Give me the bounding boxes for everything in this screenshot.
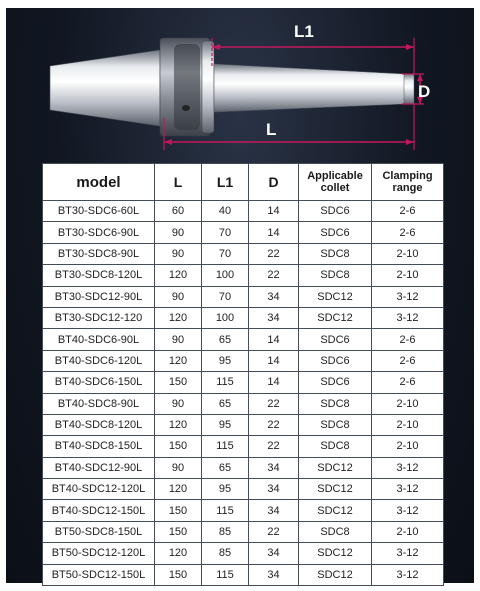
cell-collet: SDC8 bbox=[299, 393, 372, 414]
cell-collet: SDC6 bbox=[299, 350, 372, 371]
cell-l: 120 bbox=[155, 414, 202, 435]
cell-l: 150 bbox=[155, 372, 202, 393]
cell-model: BT30-SDC8-120L bbox=[43, 265, 155, 286]
cell-model: BT30-SDC12-90L bbox=[43, 286, 155, 307]
cell-clamping-range: 2-6 bbox=[372, 372, 444, 393]
cell-collet: SDC12 bbox=[299, 286, 372, 307]
table-row bbox=[43, 436, 444, 457]
cell-l: 90 bbox=[155, 457, 202, 478]
cell-model: BT40-SDC12-90L bbox=[43, 457, 155, 478]
cell-l: 90 bbox=[155, 393, 202, 414]
table-row bbox=[43, 201, 444, 222]
cell-clamping-range: 2-6 bbox=[372, 350, 444, 371]
cell-d: 34 bbox=[249, 457, 299, 478]
cell-d: 34 bbox=[249, 307, 299, 328]
cell-model: BT40-SDC6-120L bbox=[43, 350, 155, 371]
cell-l: 90 bbox=[155, 222, 202, 243]
table-row bbox=[43, 265, 444, 286]
cell-d: 34 bbox=[249, 564, 299, 585]
tool-holder-drawing bbox=[6, 8, 474, 160]
cell-l1: 115 bbox=[202, 564, 249, 585]
cell-clamping-range: 3-12 bbox=[372, 307, 444, 328]
cell-collet: SDC12 bbox=[299, 307, 372, 328]
cell-collet: SDC8 bbox=[299, 265, 372, 286]
table-row bbox=[43, 307, 444, 328]
cell-l1: 65 bbox=[202, 393, 249, 414]
cell-collet: SDC12 bbox=[299, 457, 372, 478]
cell-collet: SDC12 bbox=[299, 479, 372, 500]
cell-d: 22 bbox=[249, 521, 299, 542]
cell-model: BT50-SDC12-150L bbox=[43, 564, 155, 585]
dark-panel bbox=[6, 8, 474, 583]
cell-collet: SDC8 bbox=[299, 436, 372, 457]
cell-clamping-range: 2-6 bbox=[372, 201, 444, 222]
cell-clamping-range: 3-12 bbox=[372, 543, 444, 564]
cell-l1: 85 bbox=[202, 521, 249, 542]
table-body bbox=[43, 201, 444, 586]
cell-collet: SDC12 bbox=[299, 543, 372, 564]
header-applicable-collet bbox=[299, 164, 372, 201]
cell-l: 120 bbox=[155, 350, 202, 371]
cell-model: BT40-SDC6-150L bbox=[43, 372, 155, 393]
cell-l: 150 bbox=[155, 436, 202, 457]
cell-l: 90 bbox=[155, 286, 202, 307]
cell-l: 120 bbox=[155, 307, 202, 328]
cell-clamping-range: 2-10 bbox=[372, 521, 444, 542]
cell-l: 120 bbox=[155, 543, 202, 564]
dimension-label-l: L bbox=[266, 120, 277, 139]
header-clamping-range-text: Clamping range bbox=[382, 170, 433, 194]
cell-l1: 100 bbox=[202, 265, 249, 286]
cell-l1: 115 bbox=[202, 372, 249, 393]
cell-model: BT40-SDC8-90L bbox=[43, 393, 155, 414]
table-row bbox=[43, 543, 444, 564]
cell-l: 120 bbox=[155, 479, 202, 500]
cell-model: BT30-SDC8-90L bbox=[43, 243, 155, 264]
cell-d: 14 bbox=[249, 372, 299, 393]
header-l: L bbox=[155, 164, 202, 201]
tool-body bbox=[214, 64, 406, 112]
dimension-label-d: D bbox=[418, 82, 431, 101]
cell-d: 22 bbox=[249, 436, 299, 457]
cell-model: BT30-SDC6-60L bbox=[43, 201, 155, 222]
cell-d: 34 bbox=[249, 479, 299, 500]
table-row bbox=[43, 329, 444, 350]
cell-l: 120 bbox=[155, 265, 202, 286]
cell-l1: 95 bbox=[202, 350, 249, 371]
cell-clamping-range: 3-12 bbox=[372, 457, 444, 478]
cell-l: 90 bbox=[155, 329, 202, 350]
cell-collet: SDC6 bbox=[299, 201, 372, 222]
cell-model: BT50-SDC12-120L bbox=[43, 543, 155, 564]
cell-d: 34 bbox=[249, 543, 299, 564]
cell-l1: 85 bbox=[202, 543, 249, 564]
spec-table bbox=[42, 163, 444, 586]
cell-model: BT40-SDC8-150L bbox=[43, 436, 155, 457]
cell-clamping-range: 2-10 bbox=[372, 265, 444, 286]
table-row bbox=[43, 393, 444, 414]
cell-d: 22 bbox=[249, 243, 299, 264]
key-hole bbox=[182, 105, 190, 111]
table-row bbox=[43, 457, 444, 478]
cell-clamping-range: 2-10 bbox=[372, 243, 444, 264]
cell-model: BT30-SDC12-120 bbox=[43, 307, 155, 328]
cell-l: 150 bbox=[155, 521, 202, 542]
cell-collet: SDC6 bbox=[299, 372, 372, 393]
cell-model: BT30-SDC6-90L bbox=[43, 222, 155, 243]
cell-model: BT40-SDC12-150L bbox=[43, 500, 155, 521]
tool-nose bbox=[404, 74, 414, 104]
cell-d: 22 bbox=[249, 414, 299, 435]
cell-l1: 100 bbox=[202, 307, 249, 328]
cell-clamping-range: 3-12 bbox=[372, 479, 444, 500]
cell-l1: 70 bbox=[202, 243, 249, 264]
cell-collet: SDC12 bbox=[299, 564, 372, 585]
cell-collet: SDC12 bbox=[299, 500, 372, 521]
cell-l1: 70 bbox=[202, 286, 249, 307]
cell-collet: SDC8 bbox=[299, 243, 372, 264]
cell-collet: SDC8 bbox=[299, 414, 372, 435]
cell-d: 34 bbox=[249, 500, 299, 521]
cell-l1: 65 bbox=[202, 457, 249, 478]
table-row bbox=[43, 521, 444, 542]
cell-model: BT40-SDC12-120L bbox=[43, 479, 155, 500]
cell-l: 150 bbox=[155, 500, 202, 521]
table-row bbox=[43, 286, 444, 307]
table-row bbox=[43, 243, 444, 264]
table-row bbox=[43, 500, 444, 521]
cell-clamping-range: 3-12 bbox=[372, 286, 444, 307]
cell-clamping-range: 2-6 bbox=[372, 329, 444, 350]
cell-l: 60 bbox=[155, 201, 202, 222]
cell-d: 14 bbox=[249, 222, 299, 243]
cell-model: BT40-SDC6-90L bbox=[43, 329, 155, 350]
cell-d: 14 bbox=[249, 350, 299, 371]
header-applicable-collet-text: Applicable collet bbox=[307, 170, 363, 194]
cell-collet: SDC8 bbox=[299, 521, 372, 542]
table-row bbox=[43, 414, 444, 435]
header-model: model bbox=[43, 164, 155, 201]
table-row bbox=[43, 372, 444, 393]
cell-model: BT50-SDC8-150L bbox=[43, 521, 155, 542]
header-l1: L1 bbox=[202, 164, 249, 201]
cell-clamping-range: 3-12 bbox=[372, 500, 444, 521]
cell-model: BT40-SDC8-120L bbox=[43, 414, 155, 435]
cell-clamping-range: 2-10 bbox=[372, 393, 444, 414]
table-row bbox=[43, 479, 444, 500]
cell-clamping-range: 2-6 bbox=[372, 222, 444, 243]
table-header-row bbox=[43, 164, 444, 201]
cell-d: 34 bbox=[249, 286, 299, 307]
dimension-label-l1: L1 bbox=[294, 22, 314, 41]
cell-d: 14 bbox=[249, 201, 299, 222]
flange-groove bbox=[174, 44, 200, 130]
table-row bbox=[43, 222, 444, 243]
cell-clamping-range: 2-10 bbox=[372, 436, 444, 457]
cell-l1: 115 bbox=[202, 500, 249, 521]
cell-collet: SDC6 bbox=[299, 222, 372, 243]
cell-l: 150 bbox=[155, 564, 202, 585]
cell-l1: 65 bbox=[202, 329, 249, 350]
cell-d: 22 bbox=[249, 265, 299, 286]
cell-l1: 95 bbox=[202, 479, 249, 500]
cell-l1: 40 bbox=[202, 201, 249, 222]
table-row bbox=[43, 350, 444, 371]
cell-d: 14 bbox=[249, 329, 299, 350]
cell-d: 22 bbox=[249, 393, 299, 414]
cell-l1: 70 bbox=[202, 222, 249, 243]
cell-l1: 95 bbox=[202, 414, 249, 435]
cell-l: 90 bbox=[155, 243, 202, 264]
cell-collet: SDC6 bbox=[299, 329, 372, 350]
taper-shank bbox=[50, 50, 160, 126]
cell-clamping-range: 2-10 bbox=[372, 414, 444, 435]
cell-l1: 115 bbox=[202, 436, 249, 457]
cell-clamping-range: 3-12 bbox=[372, 564, 444, 585]
header-clamping-range bbox=[372, 164, 444, 201]
table-row bbox=[43, 564, 444, 585]
header-d: D bbox=[249, 164, 299, 201]
